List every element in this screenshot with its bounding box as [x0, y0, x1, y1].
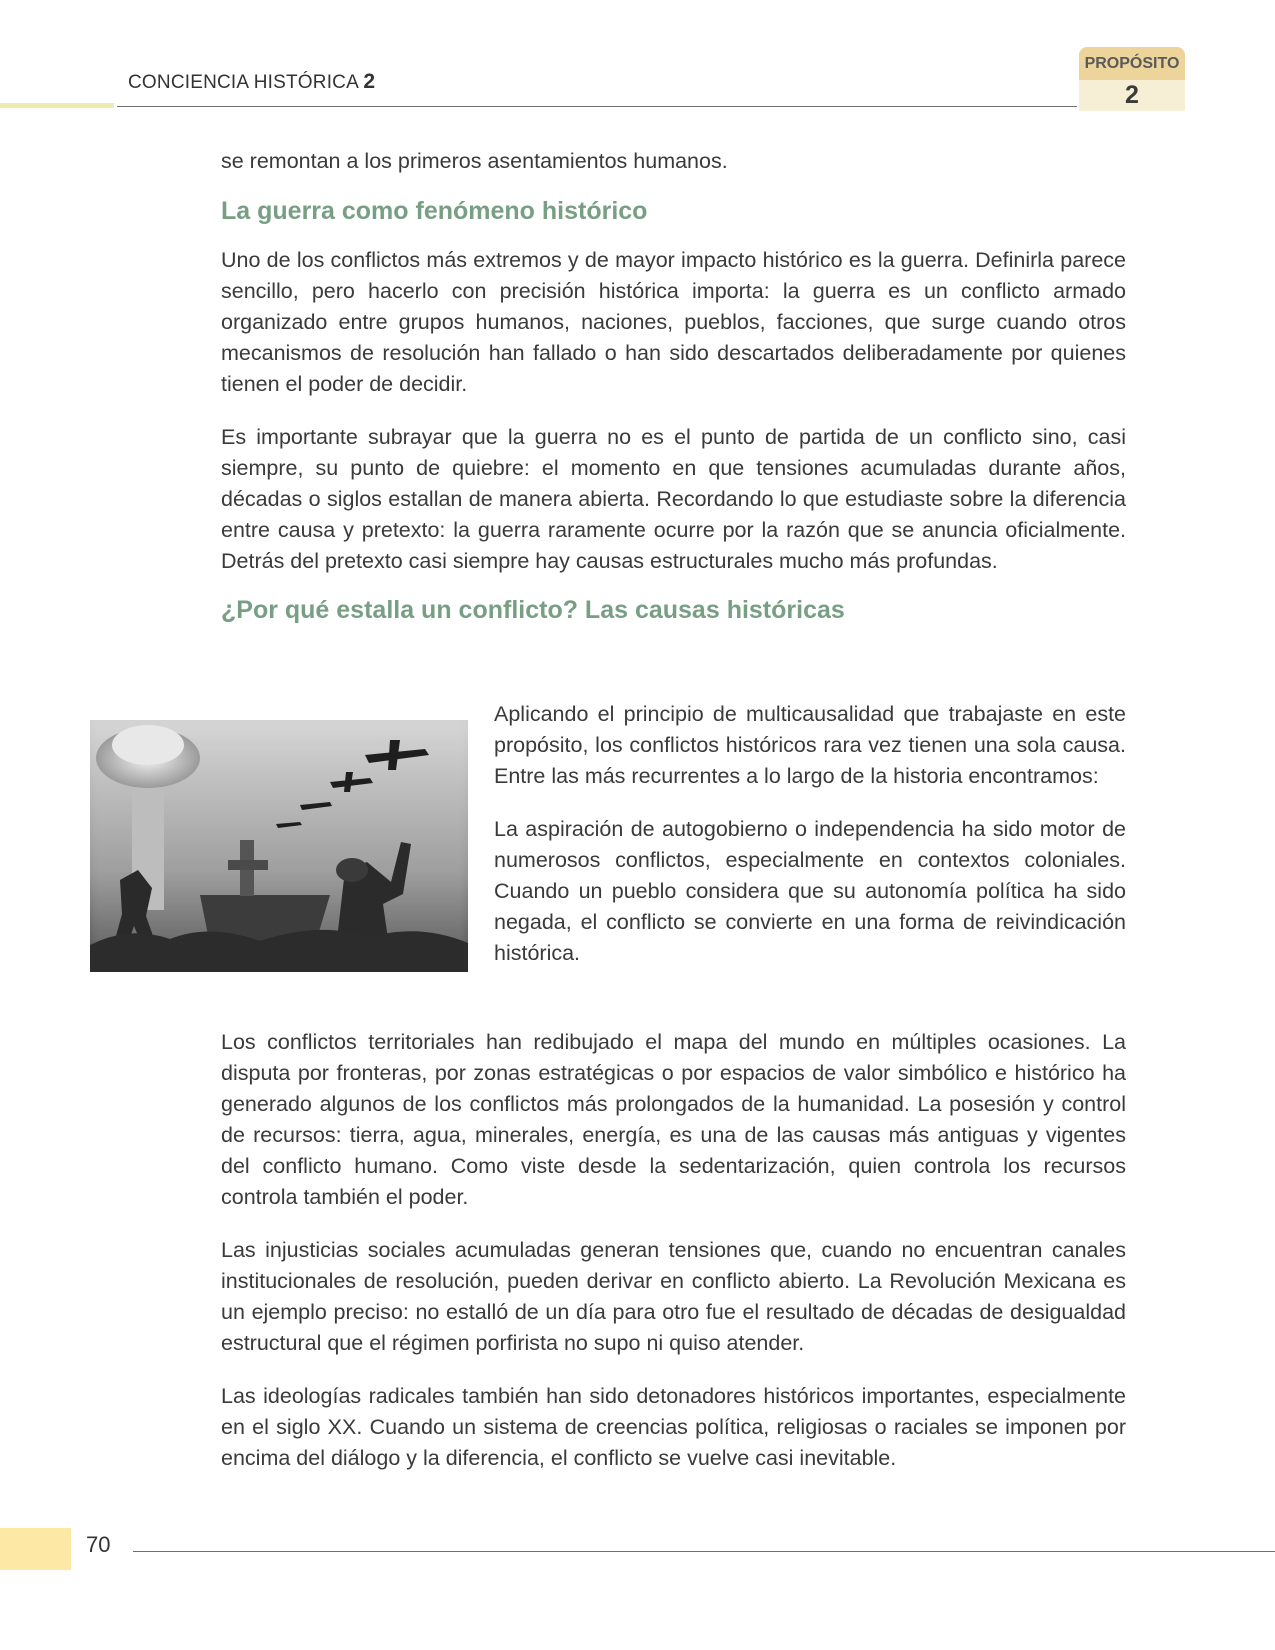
section-intro: [221, 146, 1126, 627]
paragraph-continuation: se remontan a los primeros asentamientos humanos.: [221, 149, 728, 173]
proposito-tab-number: 2: [1079, 80, 1185, 111]
paragraph-radical-ideologies: Las ideologías radicales también han sido detonadores históricos importantes, especialmente en el siglo XX. Cuando un sistema de creencias política, religiosas o raciales se imponen por encima del diálogo y la diferencia, el conflicto se vuelve casi inevitable.: [221, 1384, 1126, 1470]
footer-accent-box: [0, 1528, 71, 1570]
running-header-number: 2: [363, 70, 376, 93]
running-header: [128, 70, 375, 94]
page-number: 70: [86, 1532, 111, 1557]
paragraph-territorial-conflicts: Los conflictos territoriales han redibujado el mapa del mundo en múltiples ocasiones. La disputa por fronteras, por zonas estratégicas o por espacios de valor simbólico e histórico ha generado algunos de los conflictos más prolongados de la humanidad. La posesión y control de recursos: tierra, agua, minerales, energía, es una de las causas más antiguas y vigentes del conflicto humano. Como viste desde la sedentarización, quien controla los recursos controla también el poder.: [221, 1030, 1126, 1209]
paragraph-war-breaking-point: Es importante subrayar que la guerra no es el punto de partida de un conflicto sino, casi siempre, su punto de quiebre: el momento en que tensiones acumuladas durante años, décadas o siglos estallan de manera abierta. Recordando lo que estudiaste sobre la diferencia entre causa y pretexto: la guerra raramente ocurre por la razón que se anuncia oficialmente. Detrás del pretexto casi siempre hay causas estructurales mucho más profundas.: [221, 425, 1126, 573]
section-causes-intro: [494, 699, 1126, 969]
running-header-text: CONCIENCIA HISTÓRICA: [128, 72, 358, 93]
paragraph-war-definition: Uno de los conflictos más extremos y de mayor impacto histórico es la guerra. Definirla parece sencillo, pero hacerlo con precisión histórica importa: la guerra es un conflicto armado organizado entre grupos humanos, naciones, pueblos, facciones, que surge cuando otros mecanismos de resolución han fallado o han sido descartados deliberadamente por quienes tienen el poder de decidir.: [221, 248, 1126, 396]
paragraph-multicausality: Aplicando el principio de multicausalidad que trabajaste en este propósito, los conflictos históricos rara vez tienen una sola causa. Entre las más recurrentes a lo largo de la historia encontramos:: [494, 702, 1126, 788]
paragraph-social-injustice: Las injusticias sociales acumuladas generan tensiones que, cuando no encuentran canales institucionales de resolución, pueden derivar en conflicto abierto. La Revolución Mexicana es un ejemplo preciso: no estalló de un día para otro fue el resultado de décadas de desigualdad estructural que el régimen porfirista no supo ni quiso atender.: [221, 1238, 1126, 1355]
header-rule: [117, 106, 1077, 107]
header-accent-bar: [0, 103, 114, 108]
war-collage-photo: [90, 720, 468, 972]
paragraph-self-government: La aspiración de autogobierno o independencia ha sido motor de numerosos conflictos, especialmente en contextos coloniales. Cuando un pueblo considera que su autonomía política ha sido negada, el conflicto se convierte en una forma de reivindicación histórica.: [494, 817, 1126, 965]
proposito-tab-label: PROPÓSITO: [1079, 47, 1185, 80]
section-causes-list: [221, 1027, 1126, 1474]
footer-rule: [133, 1551, 1275, 1552]
heading-war-phenomenon: La guerra como fenómeno histórico: [221, 197, 648, 225]
proposito-tab: [1079, 47, 1185, 111]
heading-conflict-causes: ¿Por qué estalla un conflicto? Las causas históricas: [221, 596, 845, 624]
